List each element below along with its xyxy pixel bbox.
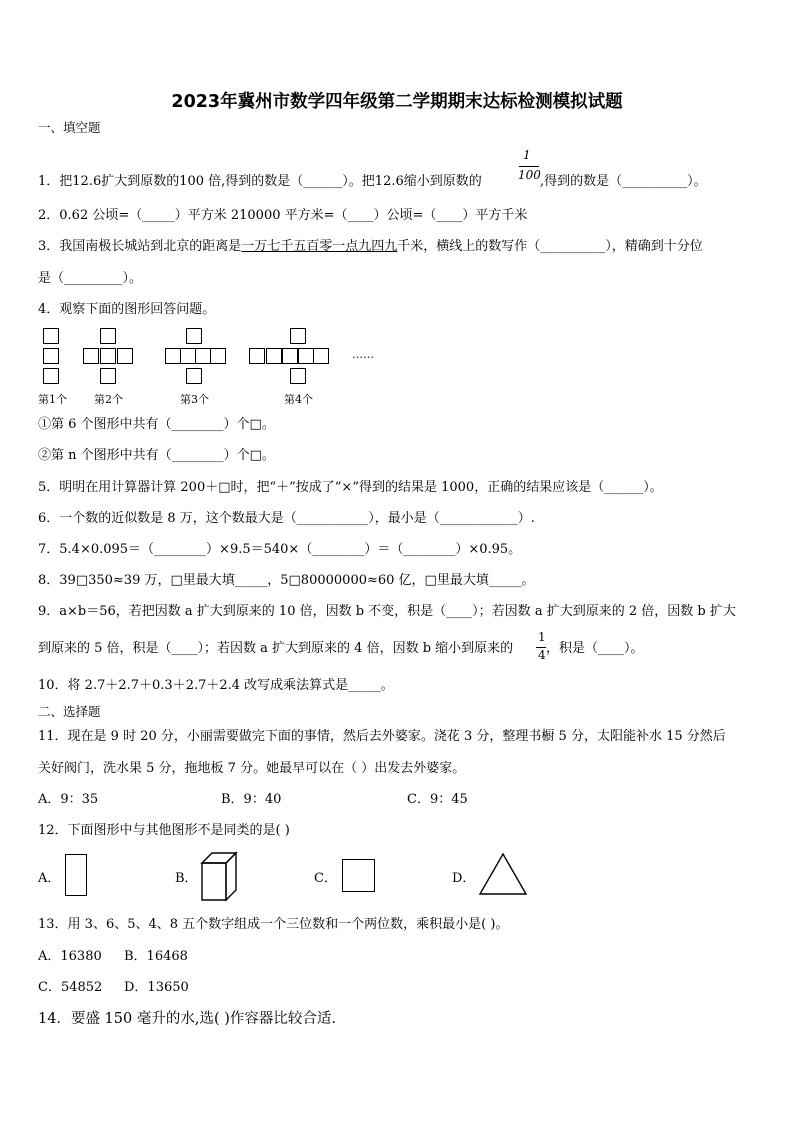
- figure-4-square: [313, 348, 329, 364]
- figure-2-square: [100, 368, 116, 384]
- q9-fraction-denominator: 4: [538, 648, 546, 662]
- question-3-part-c: 千米，横线上的数写作（__________），精确到十分位: [397, 239, 703, 254]
- figure-1-square: [43, 328, 59, 344]
- figure-2-square: [117, 348, 133, 364]
- figure-1-label: 第1个: [38, 393, 67, 406]
- figure-2-square: [83, 348, 99, 364]
- q11-option-a[interactable]: A．9：35: [38, 792, 99, 807]
- section-heading-choice: 二、选择题: [38, 704, 101, 719]
- question-1-part-a: 1．把12.6扩大到原数的100 倍,得到的数是（______）。把12.6缩小到原数的: [38, 174, 482, 189]
- q13-option-d[interactable]: D．13650: [124, 980, 189, 995]
- q12-option-d-label[interactable]: D．: [452, 871, 476, 886]
- question-14: 14．要盛 150 毫升的水,选( )作容器比较合适.: [38, 1011, 336, 1027]
- figure-2-label: 第2个: [94, 393, 123, 406]
- section-heading-fill: 一、填空题: [38, 120, 101, 135]
- pattern-ellipsis: ……: [352, 348, 374, 361]
- figure-3-square: [195, 348, 211, 364]
- q1-fraction-bar: [519, 166, 539, 167]
- question-3-part-a: 3．我国南极长城站到北京的距离是: [38, 239, 242, 254]
- figure-4-square: [290, 368, 306, 384]
- figure-3-label: 第3个: [180, 393, 209, 406]
- q13-option-b[interactable]: B．16468: [124, 949, 188, 964]
- cuboid-shape: [200, 850, 238, 902]
- q1-fraction-denominator: 100: [518, 168, 541, 182]
- question-5: 5．明明在用计算器计算 200＋□时，把“＋”按成了“×”得到的结果是 1000，正确的结果应该是（______）。: [38, 480, 663, 495]
- figure-3-square: [165, 348, 181, 364]
- question-3-line-1: [38, 238, 703, 256]
- q12-option-a-label[interactable]: A．: [38, 871, 61, 886]
- question-11-line-2: 关好阀门，洗水果 5 分，拖地板 7 分。她最早可以在（ ）出发去外婆家。: [38, 761, 466, 776]
- question-2: 2．0.62 公顷=（_____）平方米 210000 平方米=（____）公顷=（____）平方千米: [38, 208, 528, 223]
- figure-3-square: [180, 348, 196, 364]
- question-4-sub-2: ②第 n 个图形中共有（________）个□。: [38, 448, 275, 463]
- q13-option-c[interactable]: C．54852: [38, 980, 103, 995]
- figure-3-square: [186, 328, 202, 344]
- figure-4-label: 第4个: [284, 393, 313, 406]
- q12-option-c-label[interactable]: C．: [314, 871, 337, 886]
- question-1-part-b: ,得到的数是（__________）。: [540, 174, 707, 189]
- triangle-shape: [478, 852, 528, 896]
- figure-4-square: [282, 348, 298, 364]
- question-9-line-2-end: ，积是（____）。: [546, 641, 644, 656]
- question-11-line-1: 11．现在是 9 时 20 分，小丽需要做完下面的事情，然后去外婆家。浇花 3 分，整理书橱 5 分，太阳能补水 15 分然后: [38, 729, 726, 744]
- question-12: 12．下面图形中与其他图形不是同类的是( ): [38, 823, 290, 838]
- q1-fraction-numerator: 1: [523, 148, 531, 162]
- q13-option-a[interactable]: A．16380: [38, 949, 102, 964]
- figure-4-square: [266, 348, 282, 364]
- figure-2-square: [100, 328, 116, 344]
- rectangle-shape: [65, 854, 87, 896]
- question-4-sub-1: ①第 6 个图形中共有（________）个□。: [38, 417, 275, 432]
- question-7: 7．5.4×0.095＝（________）×9.5＝540×（________）＝（________）×0.95。: [38, 542, 522, 557]
- question-9-line-2: 到原来的 5 倍，积是（____）；若因数 a 扩大到原来的 4 倍，因数 b 缩小到原来的: [38, 641, 514, 656]
- figure-3-square: [186, 368, 202, 384]
- figure-2-square: [100, 348, 116, 364]
- question-3-underlined-number: 一万七千五百零一点九四九: [241, 239, 398, 254]
- question-10: 10．将 2.7＋2.7＋0.3＋2.7＋2.4 改写成乘法算式是_____。: [38, 678, 394, 693]
- question-4: 4．观察下面的图形回答问题。: [38, 302, 216, 317]
- question-13: 13．用 3、6、5、4、8 五个数字组成一个三位数和一个两位数，乘积最小是( )。: [38, 917, 509, 932]
- figure-3-square: [210, 348, 226, 364]
- figure-1-square: [43, 348, 59, 364]
- q9-fraction-numerator: 1: [538, 630, 546, 644]
- figure-4-square: [298, 348, 314, 364]
- q12-option-b-label[interactable]: B．: [175, 871, 198, 886]
- figure-4-square: [249, 348, 265, 364]
- q11-option-c[interactable]: C．9：45: [407, 792, 468, 807]
- question-6: 6．一个数的近似数是 8 万，这个数最大是（___________），最小是（____________）.: [38, 511, 535, 526]
- figure-4-square: [290, 328, 306, 344]
- page-title: 2023年冀州市数学四年级第二学期期末达标检测模拟试题: [171, 92, 623, 112]
- square-shape: [342, 859, 375, 892]
- figure-1-square: [43, 368, 59, 384]
- q11-option-b[interactable]: B．9：40: [221, 792, 282, 807]
- question-9-line-1: 9．a×b＝56，若把因数 a 扩大到原来的 10 倍，因数 b 不变，积是（____）；若因数 a 扩大到原来的 2 倍，因数 b 扩大: [38, 604, 736, 619]
- question-8: 8．39□350≈39 万，□里最大填_____，5□80000000≈60 亿，□里最大填_____。: [38, 573, 535, 588]
- question-3-line-2: 是（_________）。: [38, 271, 143, 286]
